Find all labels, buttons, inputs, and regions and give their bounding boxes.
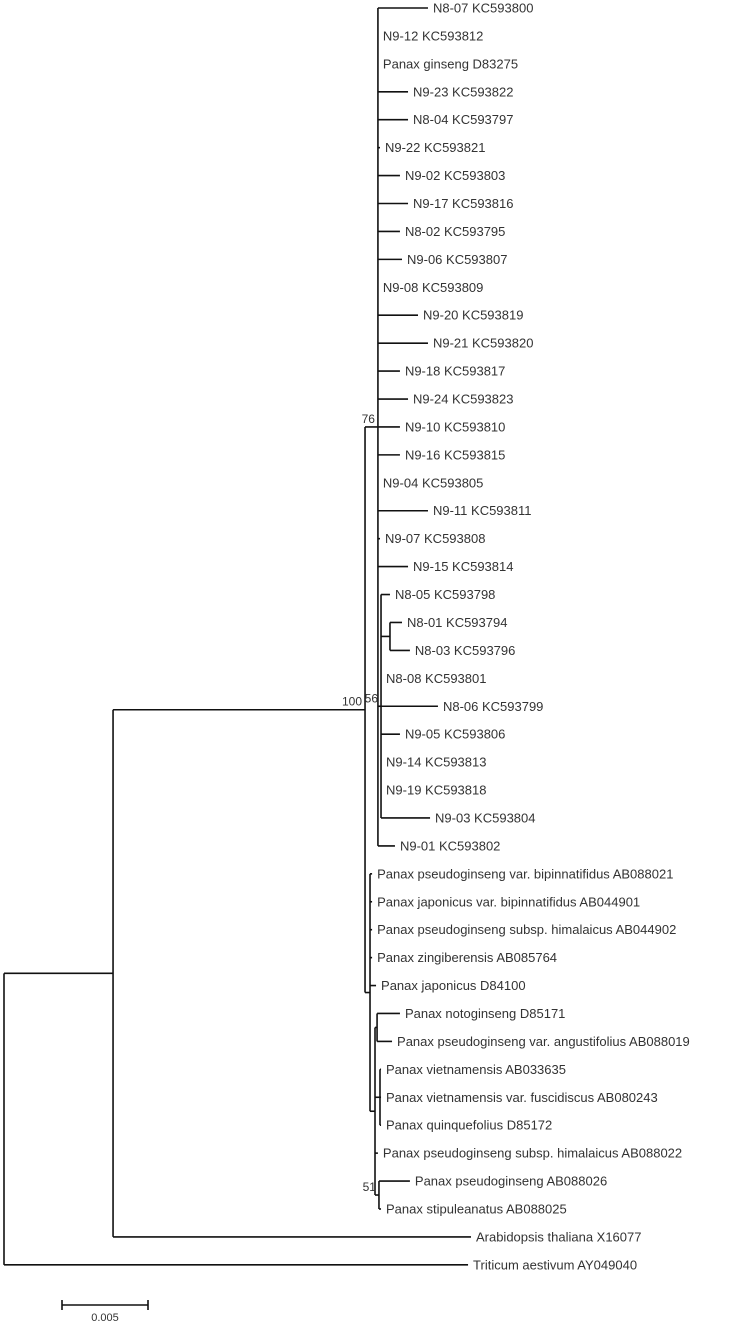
taxon-label: N8-05 KC593798 xyxy=(394,587,496,603)
taxon-label: Panax zingiberensis AB085764 xyxy=(377,950,558,966)
bootstrap-value: 100 xyxy=(341,694,363,709)
taxon-label: N9-07 KC593808 xyxy=(384,531,486,547)
taxon-label: N9-04 KC593805 xyxy=(382,475,484,491)
taxon-label: N9-06 KC593807 xyxy=(407,251,508,267)
taxon-label: N9-02 KC593803 xyxy=(404,168,506,184)
taxon-label: N9-05 KC593806 xyxy=(404,726,506,742)
taxon-label: N8-08 KC593801 xyxy=(386,670,487,686)
scale-bar xyxy=(62,1300,148,1324)
taxon-label: N9-15 KC593814 xyxy=(413,559,514,575)
taxon-label: N9-11 KC593811 xyxy=(432,503,532,519)
taxon-label: Panax notoginseng D85171 xyxy=(404,1005,566,1021)
bootstrap-value: 51 xyxy=(362,1180,376,1195)
taxon-label: N9-14 KC593813 xyxy=(386,754,487,770)
taxon-label: N9-08 KC593809 xyxy=(382,279,484,295)
taxon-label: Panax pseudoginseng var. angustifolius AB088019 xyxy=(397,1033,690,1049)
bootstrap-value: 76 xyxy=(361,411,375,426)
taxon-label: N9-03 KC593804 xyxy=(435,810,536,826)
taxon-label: N8-03 KC593796 xyxy=(414,642,516,658)
taxon-label: N8-01 KC593794 xyxy=(407,614,508,630)
taxon-label: N9-18 KC593817 xyxy=(404,363,506,379)
taxon-label: N9-21 KC593820 xyxy=(432,335,534,351)
taxon-label: N8-02 KC593795 xyxy=(404,223,506,239)
taxon-label: N9-24 KC593823 xyxy=(413,391,514,407)
taxon-label: Triticum aestivum AY049040 xyxy=(473,1257,638,1273)
taxon-label: N9-17 KC593816 xyxy=(413,196,514,212)
taxon-label: Panax ginseng D83275 xyxy=(382,56,519,72)
taxon-label: N8-06 KC593799 xyxy=(442,698,544,714)
taxon-label: N9-23 KC593822 xyxy=(413,84,514,100)
taxon-label: N9-10 KC593810 xyxy=(404,419,506,435)
taxon-label: N9-01 KC593802 xyxy=(399,838,501,854)
taxon-label: N9-19 KC593818 xyxy=(386,782,487,798)
tree-labels xyxy=(342,1,690,1273)
taxon-label: Panax stipuleanatus AB088025 xyxy=(386,1201,567,1217)
taxon-label: N8-04 KC593797 xyxy=(413,112,514,128)
taxon-label: Panax pseudoginseng subsp. himalaicus AB088022 xyxy=(382,1145,683,1161)
taxon-label: N9-12 KC593812 xyxy=(382,28,484,44)
taxon-label: Arabidopsis thaliana X16077 xyxy=(475,1229,642,1245)
taxon-label: N8-07 KC593800 xyxy=(432,0,534,16)
taxon-label: Panax quinquefolius D85172 xyxy=(386,1117,553,1133)
taxon-label: Panax japonicus var. bipinnatifidus AB044901 xyxy=(377,894,641,910)
taxon-label: Panax pseudoginseng AB088026 xyxy=(414,1173,608,1189)
taxon-label: Panax pseudoginseng subsp. himalaicus AB044902 xyxy=(377,922,677,938)
taxon-label: N9-20 KC593819 xyxy=(423,307,524,323)
taxon-label: Panax vietnamensis AB033635 xyxy=(386,1061,566,1077)
taxon-label: Panax japonicus D84100 xyxy=(381,978,526,994)
taxon-label: Panax pseudoginseng var. bipinnatifidus AB088021 xyxy=(377,866,674,882)
taxon-label: N9-16 KC593815 xyxy=(404,447,506,463)
bootstrap-value: 56 xyxy=(364,691,379,706)
scale-bar-label: 0.005 xyxy=(91,1312,119,1324)
taxon-label: Panax vietnamensis var. fuscidiscus AB080243 xyxy=(386,1089,658,1105)
taxon-label: N9-22 KC593821 xyxy=(384,140,486,156)
